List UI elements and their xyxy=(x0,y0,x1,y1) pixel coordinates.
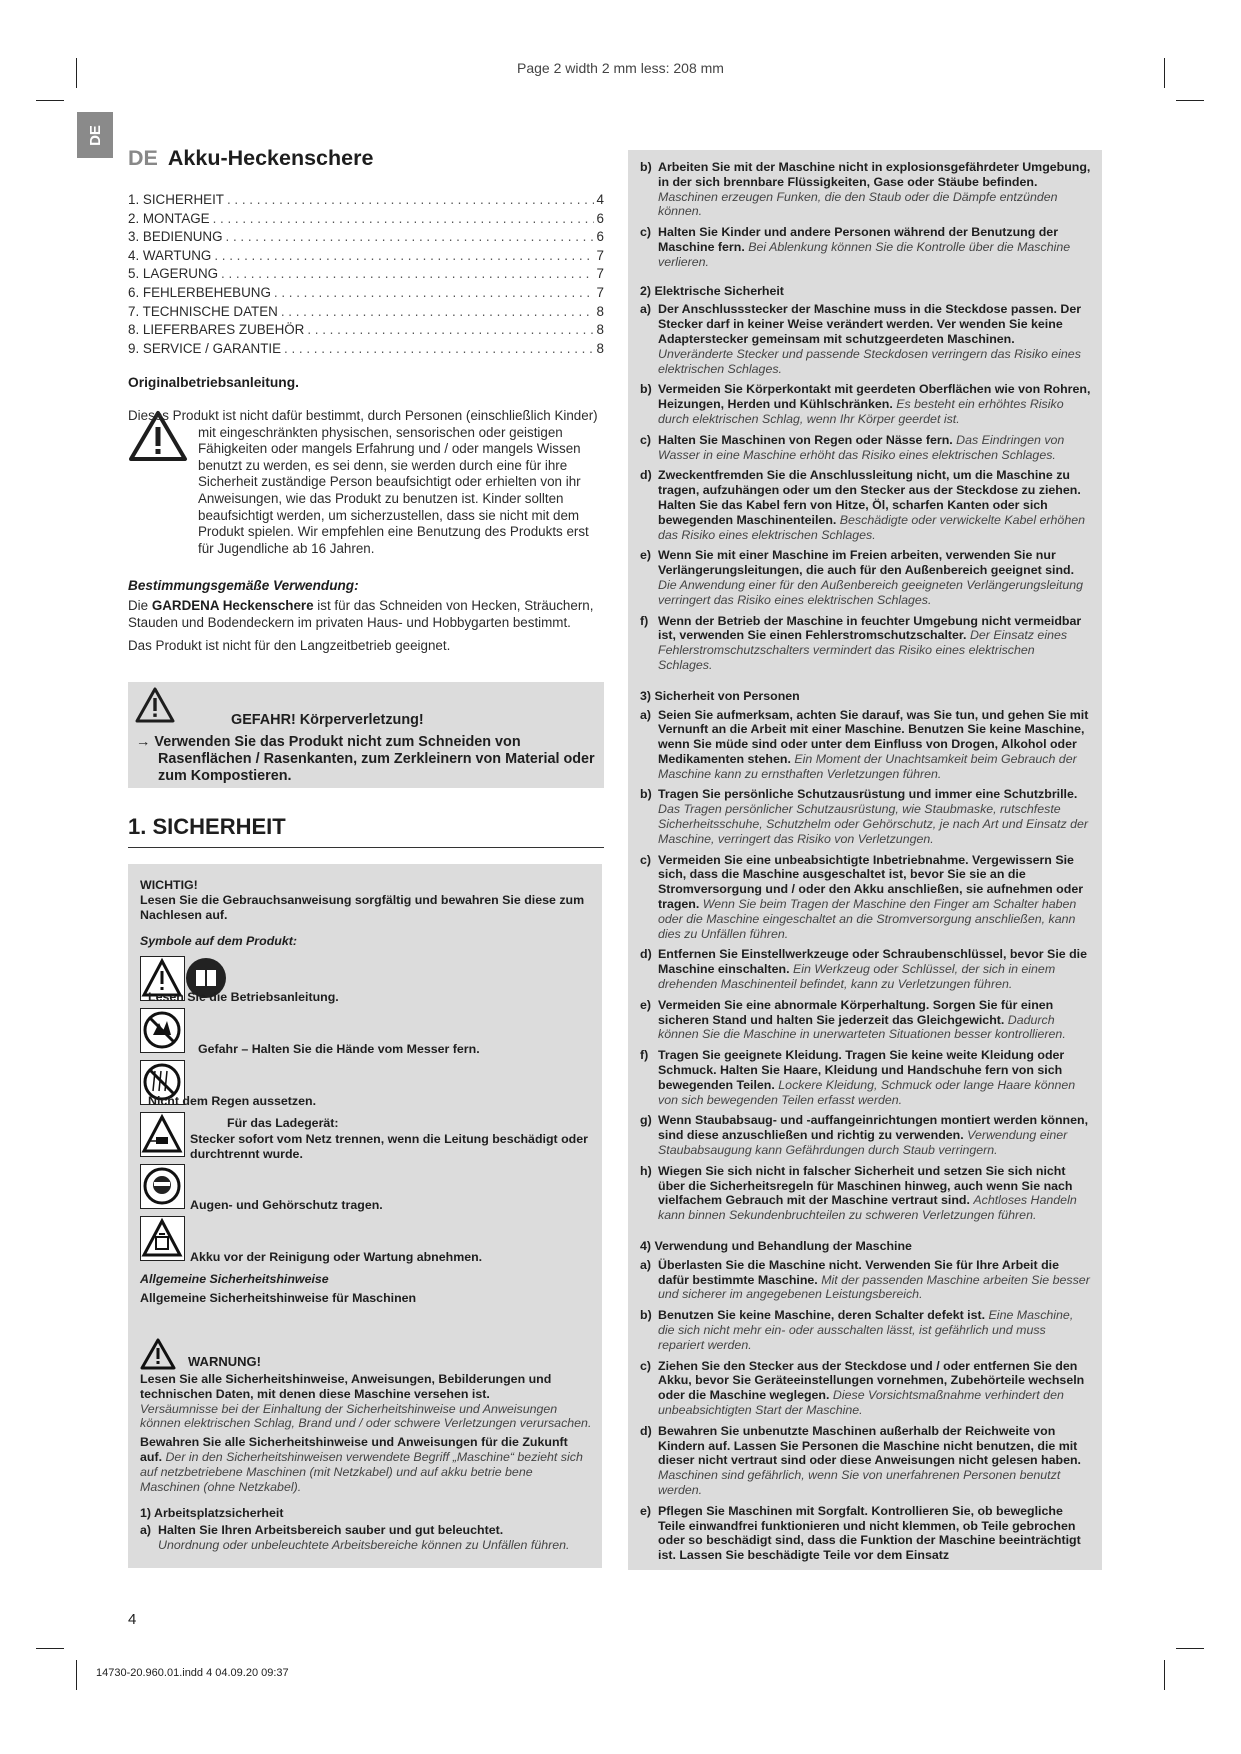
important-title: WICHTIG! xyxy=(140,878,198,892)
section-divider xyxy=(128,847,604,848)
toc-page: 6 xyxy=(596,229,604,245)
list-item: d) Zweckentfremden Sie die Anschlussleitung nicht, um die Maschine zu tragen, aufzuhängen oder um den Stecker aus der Steckdose zu ziehen. Halten Sie das Kabel fern von Hitze, Öl, scharfen Kanten oder sich bewegenden Maschinenteilen. Beschädigte oder verwickelte Kabel erhöhen das Risiko eines elektrischen Schlages. xyxy=(640,468,1085,542)
crop-mark xyxy=(1176,100,1204,101)
toc-title: 2. MONTAGE xyxy=(128,210,210,226)
toc-entry[interactable] xyxy=(128,248,604,267)
general-heading-italic: Allgemeine Sicherheitshinweise xyxy=(140,1272,329,1286)
remove-battery-icon xyxy=(140,1216,185,1261)
crop-mark xyxy=(1176,1648,1204,1649)
crop-mark xyxy=(76,1660,77,1690)
toc-entry[interactable] xyxy=(128,211,604,230)
toc-page: 8 xyxy=(596,340,604,356)
list-item: c) Halten Sie Maschinen von Regen oder Nässe fern. Das Eindringen von Wasser in eine Maschine erhöht das Risiko eines elektrischen Schlages. xyxy=(640,432,1065,462)
toc-leader xyxy=(307,322,593,338)
toc-page: 7 xyxy=(596,284,604,300)
list-item: e) Pflegen Sie Maschinen mit Sorgfalt. Kontrollieren Sie, ob bewegliche Teile einwandfrei funktionieren und nicht klemmen, ob Teile gebrochen oder so beschädigt sind, dass die Funktion der Maschine beeinträchtigt ist. Lassen Sie beschädigte Teile vor dem Einsatz xyxy=(640,1503,1081,1563)
toc-leader xyxy=(213,211,594,227)
toc-title: 4. WARTUNG xyxy=(128,247,212,263)
toc-title: 8. LIEFERBARES ZUBEHÖR xyxy=(128,322,305,338)
list-item: g) Wenn Staubabsaug- und -auffangeinrichtungen montiert werden können, sind diese anzuschließen und richtig zu verwenden. Verwendung einer Staubabsaugung kann Gefährdungen durch Staub verringern. xyxy=(640,1113,1089,1158)
section-title: 1. SICHERHEIT xyxy=(128,814,286,839)
toc-page: 4 xyxy=(596,192,604,207)
toc-entry[interactable] xyxy=(128,229,604,248)
toc-entry[interactable] xyxy=(128,266,604,285)
list-item: h) Wiegen Sie sich nicht in falscher Sicherheit und setzen Sie sich nicht über die Sicherheitsregeln für Maschinen hinweg, auch wenn Sie nach vielfachem Gebrauch mit der Maschine vertraut sind. Achtloses Handeln kann binnen Sekundenbruchteilen zu schweren Verletzungen führen. xyxy=(640,1163,1077,1223)
list-item: f) Tragen Sie geeignete Kleidung. Tragen Sie keine weite Kleidung oder Schmuck. Halten Sie Haare, Kleidung und Handschuhe fern von sich bewegenden Teilen. Lockere Kleidung, Schmuck oder lange Haare können von sich bewegenden Teilen erfasst werden. xyxy=(640,1048,1076,1107)
toc-page: 7 xyxy=(596,266,604,282)
intro-warning-text: Dieses Produkt ist nicht dafür bestimmt, durch Personen (einschließlich Kinder) mit eingeschränkten physischen, sensorischen oder geistigen Fähigkeiten oder mangels Erfahrung und / oder mangels Wissen benutzt zu werden, es sei denn, sie werden durch eine für ihre Sicherheit zuständige Person beaufsichtigt oder erhielten von ihr Anweisungen, wie das Produkt zu benutzen ist. Kinder sollten beaufsichtigt werden, um sicherzustellen, dass sie nicht mit dem Produkt spielen. Wir empfehlen eine Benutzung des Produkts erst für Jugendliche ab 16 Jahren. xyxy=(128,408,598,556)
toc-title: 1. SICHERHEIT xyxy=(128,192,224,207)
toc-title: 7. TECHNISCHE DATEN xyxy=(128,303,278,319)
toc-leader xyxy=(226,229,594,245)
eye-ear-protection-icon xyxy=(140,1164,185,1209)
toc-page: 8 xyxy=(596,303,604,319)
toc-entry[interactable] xyxy=(128,192,604,211)
charger-plug-icon xyxy=(140,1112,185,1157)
title-text: Akku-Heckenschere xyxy=(167,146,374,170)
intended-use-text: Die GARDENA Heckenschere ist für das Schneiden von Hecken, Sträuchern, Stauden und Bodendeckern im privaten Haus- und Hobbygarten bestimmt. xyxy=(128,598,594,630)
subsection-heading: 4) Verwendung und Behandlung der Maschine xyxy=(640,1239,912,1253)
warning-triangle-icon xyxy=(134,686,176,724)
language-tab: DE xyxy=(77,112,113,158)
crop-mark xyxy=(36,100,64,101)
page-header: Page 2 width 2 mm less: 208 mm xyxy=(517,60,724,76)
warning-triangle-icon xyxy=(140,1338,176,1370)
list-item: a) Seien Sie aufmerksam, achten Sie darauf, was Sie tun, und gehen Sie mit Vernunft an die Arbeit mit einer Maschine. Benutzen Sie keine Maschine, wenn Sie müde sind oder unter dem Einfluss von Drogen, Alkohol oder Medikamenten stehen. Ein Moment der Unachtsamkeit beim Gebrauch der Maschine kann zu ernsthaften Verletzungen führen. xyxy=(640,707,1089,781)
title-lang: DE xyxy=(128,146,158,170)
keep-instructions: Bewahren Sie alle Sicherheitshinweise und Anweisungen für die Zukunft auf. Der in den Sicherheitshinweisen verwendete Begriff „Maschine“ bezieht sich auf netzbetriebene Maschinen (mit Netzkabel) und auf akku betrie bene Maschinen (ohne Netzkabel). xyxy=(140,1435,583,1494)
symbol-label: Akku vor der Reinigung oder Wartung abnehmen. xyxy=(190,1250,483,1264)
symbol-label-charger: Für das Ladegerät: xyxy=(227,1116,339,1130)
list-item: e) Wenn Sie mit einer Maschine im Freien arbeiten, verwenden Sie nur Verlängerungsleitungen, die auch für den Außenbereich geeignet sind. Die Anwendung einer für den Außenbereich geeigneten Verlängerungsleitung verringert das Risiko eines elektrischen Schlages. xyxy=(640,548,1084,607)
intended-use xyxy=(128,578,604,654)
list-item: a) Überlasten Sie die Maschine nicht. Verwenden Sie für Ihre Arbeit die dafür bestimmte Maschine. Mit der passenden Maschine arbeiten Sie besser und sicherer im angegebenen Leistungsbereich. xyxy=(640,1257,1090,1302)
symbol-label: Stecker sofort vom Netz trennen, wenn die Leitung beschädigt oder durchtrennt wurde. xyxy=(190,1132,588,1161)
warning-text: Lesen Sie alle Sicherheitshinweise, Anweisungen, Bebilderungen und technischen Daten, mit denen diese Maschine versehen ist. xyxy=(140,1372,552,1401)
toc-title: 6. FEHLERBEHEBUNG xyxy=(128,284,271,300)
list-item: d) Bewahren Sie unbenutzte Maschinen außerhalb der Reichweite von Kindern auf. Lassen Sie Personen die Maschine nicht benutzen, die mit dieser nicht vertraut sind oder diese Anweisungen nicht gelesen haben. Maschinen sind gefährlich, wenn Sie von unerfahrenen Personen benutzt werden. xyxy=(640,1423,1081,1497)
list-item: f) Wenn der Betrieb der Maschine in feuchter Umgebung nicht vermeidbar ist, verwenden Sie einen Fehlerstromschutzschalter. Der Einsatz eines Fehlerstromschutzschalters vermindert das Risiko eines elektrischen Schlages. xyxy=(640,613,1082,672)
toc-title: 5. LAGERUNG xyxy=(128,266,219,282)
toc-title: 9. SERVICE / GARANTIE xyxy=(128,340,282,356)
print-footer: 14730-20.960.01.indd 4 04.09.20 09:37 xyxy=(96,1667,289,1679)
symbol-label: Lesen Sie die Betriebsanleitung. xyxy=(148,990,339,1004)
list-item: a) Der Anschlussstecker der Maschine muss in die Steckdose passen. Der Stecker darf in keiner Weise verändert werden. Ver wenden Sie keine Adapterstecker gemeinsam mit schutzgeerdeten Maschinen. Unveränderte Stecker und passende Steckdosen verringern das Risiko eines elektrischen Schlages. xyxy=(640,302,1082,376)
important-text: Lesen Sie die Gebrauchsanweisung sorgfältig und bewahren Sie diese zum Nachlesen auf. xyxy=(140,892,585,922)
list-item: c) Ziehen Sie den Stecker aus der Steckdose und / oder entfernen Sie den Akku, bevor Sie Geräteeinstellungen vornehmen, Zubehörteile wechseln oder die Maschine weglegen. Diese Vorsichtsmaßnahme verhindert den unbeabsichtigten Start der Maschine. xyxy=(640,1358,1085,1417)
list-item: c) Vermeiden Sie eine unbeabsichtigte Inbetriebnahme. Vergewissern Sie sich, dass die Maschine ausgeschaltet ist, bevor Sie sie an die Stromversorgung und / oder den Akku anschließen, sie aufnehmen oder tragen. Wenn Sie beim Tragen der Maschine den Finger am Schalter haben oder die Maschine eingeschaltet an die Stromversorgung anschließen, kann dies zu Unfällen führen. xyxy=(640,852,1084,941)
table-of-contents xyxy=(128,192,604,359)
page-title xyxy=(128,146,604,172)
intro-warning xyxy=(128,408,604,557)
toc-leader xyxy=(284,341,594,357)
list-item: b) Vermeiden Sie Körperkontakt mit geerdeten Oberflächen wie von Rohren, Heizungen, Herden und Kühlschränken. Es besteht ein erhöhtes Risiko durch elektrischen Schlag, wenn Ihr Körper geerdet ist. xyxy=(640,382,1091,426)
list-item: e) Vermeiden Sie eine abnormale Körperhaltung. Sorgen Sie für einen sicheren Stand und halten Sie jederzeit das Gleichgewicht. Dadurch können Sie die Maschine in unerwarteten Situationen besser kontrollieren. xyxy=(640,997,1066,1042)
safety-box-right xyxy=(628,150,1102,1570)
toc-entry[interactable] xyxy=(128,322,604,341)
toc-leader xyxy=(214,248,593,264)
original-instructions: Originalbetriebsanleitung. xyxy=(128,375,299,390)
subsection-heading: 2) Elektrische Sicherheit xyxy=(640,283,784,298)
subsection-heading: 3) Sicherheit von Personen xyxy=(640,688,800,703)
hand-blade-icon xyxy=(140,1008,185,1053)
crop-mark xyxy=(36,1648,64,1649)
toc-page: 7 xyxy=(596,247,604,263)
workplace-heading: 1) Arbeitsplatzsicherheit xyxy=(140,1506,284,1521)
toc-leader xyxy=(221,266,594,282)
toc-leader xyxy=(227,192,594,208)
danger-box xyxy=(128,682,604,788)
list-item: b) Benutzen Sie keine Maschine, deren Schalter defekt ist. Eine Maschine, die sich nicht mehr ein- oder ausschalten lässt, ist gefährlich und muss repariert werden. xyxy=(640,1308,1074,1352)
list-item: d) Entfernen Sie Einstellwerkzeuge oder Schraubenschlüssel, bevor Sie die Maschine einschalten. Ein Werkzeug oder Schlüssel, der sich in einem drehenden Maschinenteil befindet, kann zu Verletzungen führen. xyxy=(640,947,1087,992)
danger-title: GEFAHR! Körperverletzung! xyxy=(231,712,424,728)
toc-entry[interactable] xyxy=(128,341,604,360)
list-item: c) Halten Sie Kinder und andere Personen während der Benutzung der Maschine fern. Bei Ablenkung können Sie die Kontrolle über die Maschine verlieren. xyxy=(640,225,1071,269)
symbol-label: Gefahr – Halten Sie die Hände vom Messer fern. xyxy=(198,1042,480,1056)
intended-use-heading: Bestimmungsgemäße Verwendung: xyxy=(128,578,359,593)
list-item: b) Tragen Sie persönliche Schutzausrüstung und immer eine Schutzbrille. Das Tragen persönlicher Schutzausrüstung, wie Staubmaske, rutschfeste Sicherheitsschuhe, Schutzhelm oder Gehörschutz, je nach Art und Einsatz der Maschine, verringert das Risiko von Verletzungen. xyxy=(640,787,1088,846)
general-heading: Allgemeine Sicherheitshinweise für Maschinen xyxy=(140,1290,417,1305)
safety-box-left xyxy=(128,864,602,1568)
warning-title: WARNUNG! xyxy=(188,1354,261,1370)
toc-entry[interactable] xyxy=(128,285,604,304)
list-item: b) Arbeiten Sie mit der Maschine nicht in explosionsgefährdeter Umgebung, in der sich brennbare Flüssigkeiten, Gase oder Stäube befinden. Maschinen erzeugen Funken, die den Staub oder die Dämpfe entzünden können. xyxy=(640,160,1091,219)
toc-entry[interactable] xyxy=(128,304,604,323)
long-term-note: Das Produkt ist nicht für den Langzeitbetrieb geeignet. xyxy=(128,637,451,653)
symbols-heading: Symbole auf dem Produkt: xyxy=(140,934,297,949)
list-item: a) Halten Sie Ihren Arbeitsbereich sauber und gut beleuchtet. Unordnung oder unbeleuchtete Arbeitsbereiche können zu Unfällen führen. xyxy=(140,1523,570,1552)
warning-italic: Versäumnisse bei der Einhaltung der Sicherheitshinweise und Anweisungen können elektrischen Schlag, Brand und / oder schwere Verletzungen verursachen. xyxy=(140,1401,592,1431)
symbol-label: Augen- und Gehörschutz tragen. xyxy=(190,1198,383,1212)
toc-leader xyxy=(274,285,594,301)
toc-leader xyxy=(281,304,594,320)
crop-mark xyxy=(1164,1660,1165,1690)
danger-text: → Verwenden Sie das Produkt nicht zum Schneiden von Rasenflächen / Rasenkanten, zum Zerkleinern von Material oder zum Kompostieren. xyxy=(136,734,595,784)
symbol-label: Nicht dem Regen aussetzen. xyxy=(148,1094,317,1108)
toc-page: 6 xyxy=(596,210,604,226)
page-number: 4 xyxy=(128,1611,137,1628)
toc-title: 3. BEDIENUNG xyxy=(128,229,223,245)
toc-page: 8 xyxy=(596,322,604,338)
